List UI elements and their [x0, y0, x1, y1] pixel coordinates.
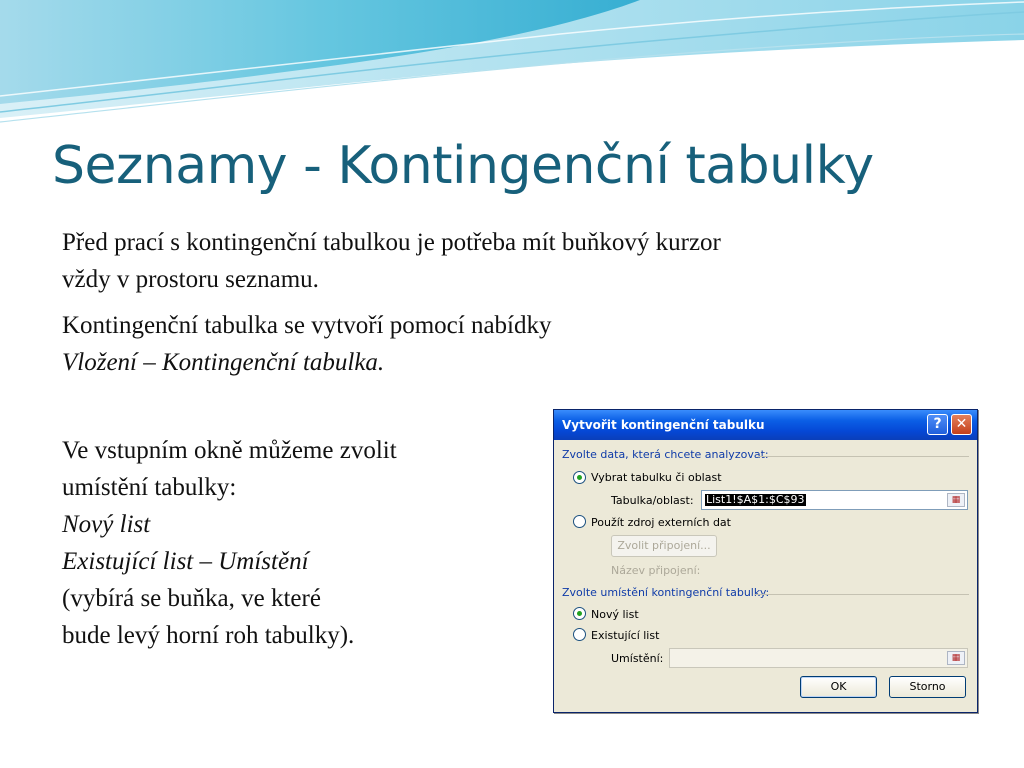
- paragraph-line: Ve vstupním okně můžeme zvolit: [62, 437, 397, 464]
- radio-external-source-label: Použít zdroj externích dat: [591, 516, 731, 529]
- close-button[interactable]: ✕: [951, 414, 972, 435]
- location-label: Umístění:: [611, 652, 664, 665]
- paragraph-line: umístění tabulky:: [62, 474, 237, 501]
- decorative-wave-header: [0, 0, 1024, 130]
- menu-path-text: Vložení – Kontingenční tabulka.: [62, 349, 385, 376]
- choose-connection-button[interactable]: Zvolit připojení...: [611, 535, 717, 557]
- table-range-value: List1!$A$1:$C$93: [706, 493, 805, 506]
- ok-button[interactable]: OK: [800, 676, 877, 698]
- radio-existing-sheet[interactable]: [573, 628, 586, 641]
- section-data-label: Zvolte data, která chcete analyzovat:: [562, 448, 769, 461]
- radio-new-sheet[interactable]: [573, 607, 586, 620]
- divider: [758, 456, 969, 457]
- divider: [755, 594, 969, 595]
- connection-name-label: Název připojení:: [611, 564, 701, 577]
- paragraph-placement: [62, 432, 564, 654]
- paragraph-cursor: [62, 224, 994, 298]
- radio-select-table[interactable]: [573, 471, 586, 484]
- table-range-input[interactable]: [701, 490, 968, 510]
- table-range-label: Tabulka/oblast:: [611, 494, 694, 507]
- slide-title: Seznamy - Kontingenční tabulky: [52, 136, 874, 196]
- radio-select-table-label: Vybrat tabulku či oblast: [591, 471, 722, 484]
- location-input[interactable]: [669, 648, 968, 668]
- range-picker-icon[interactable]: ▦: [947, 651, 965, 665]
- create-pivot-table-dialog: [553, 409, 978, 713]
- option-new-sheet-text: Nový list: [62, 511, 151, 538]
- paragraph-line: Kontingenční tabulka se vytvoří pomocí nabídky: [62, 312, 552, 339]
- dialog-titlebar[interactable]: [554, 410, 977, 440]
- dialog-title: Vytvořit kontingenční tabulku: [562, 418, 765, 432]
- paragraph-line: (vybírá se buňka, ve které: [62, 585, 321, 612]
- help-button[interactable]: ?: [927, 414, 948, 435]
- paragraph-line: vždy v prostoru seznamu.: [62, 266, 319, 293]
- cancel-button[interactable]: Storno: [889, 676, 966, 698]
- radio-external-source[interactable]: [573, 515, 586, 528]
- radio-new-sheet-label: Nový list: [591, 608, 639, 621]
- range-picker-icon[interactable]: ▦: [947, 493, 965, 507]
- radio-existing-sheet-label: Existující list: [591, 629, 660, 642]
- paragraph-menu: [62, 307, 894, 381]
- option-existing-sheet-text: Existující list – Umístění: [62, 548, 309, 575]
- section-location-label: Zvolte umístění kontingenční tabulky:: [562, 586, 770, 599]
- paragraph-line: Před prací s kontingenční tabulkou je potřeba mít buňkový kurzor: [62, 229, 721, 256]
- paragraph-line: bude levý horní roh tabulky).: [62, 622, 355, 649]
